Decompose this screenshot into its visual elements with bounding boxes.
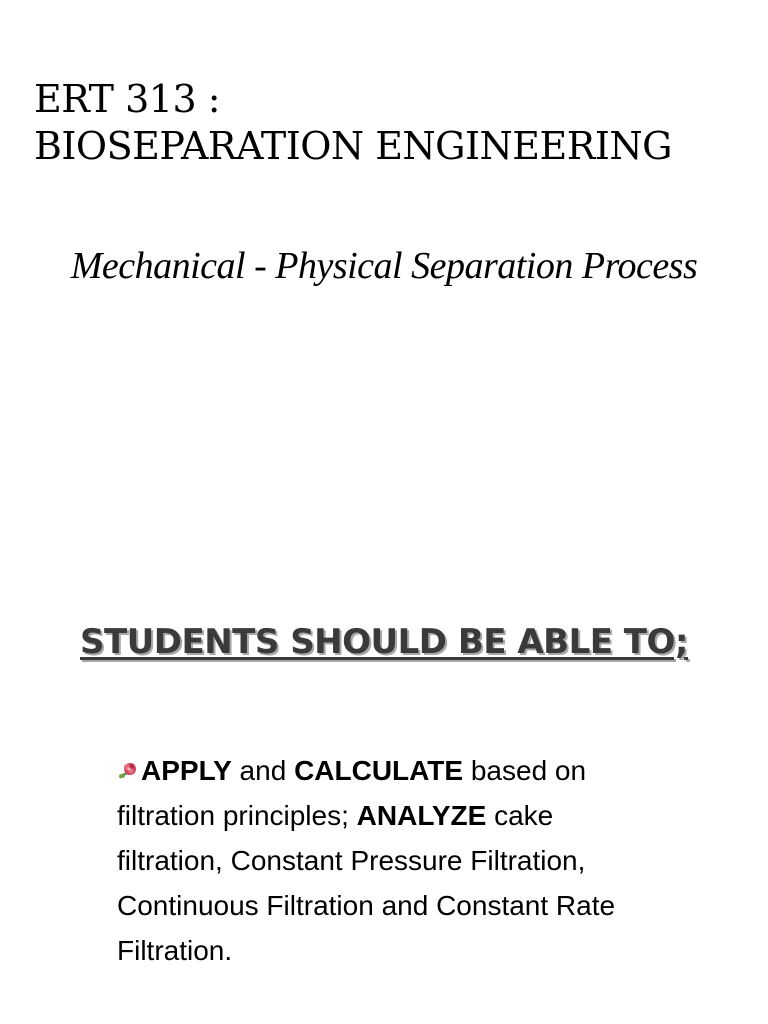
objective-line-1: [117, 748, 717, 793]
objective-line-4: Continuous Filtration and Constant Rate: [117, 890, 616, 921]
objective-text: [117, 748, 717, 973]
objective-keyword-apply: APPLY: [141, 755, 232, 786]
course-code: ERT 313 :: [34, 77, 221, 121]
objective-keyword-calculate: CALCULATE: [294, 755, 464, 786]
objective-word-and: and: [231, 755, 295, 786]
objective-text-principles: filtration principles;: [117, 800, 357, 831]
objective-line-2: [117, 793, 717, 838]
slide-subtitle: Mechanical - Physical Separation Process: [70, 245, 698, 287]
course-title: [34, 76, 754, 170]
course-name: BIOSEPARATION ENGINEERING: [34, 124, 673, 168]
objective-text-cake: cake: [486, 800, 554, 831]
objective-text-based-on: based on: [463, 755, 587, 786]
objective-line-3: filtration, Constant Pressure Filtration,: [117, 845, 586, 876]
objectives-heading: STUDENTS SHOULD BE ABLE TO;: [79, 622, 688, 662]
objective-keyword-analyze: ANALYZE: [356, 800, 487, 831]
flower-bullet-icon: [117, 760, 139, 782]
objective-line-5: Filtration.: [117, 935, 233, 966]
